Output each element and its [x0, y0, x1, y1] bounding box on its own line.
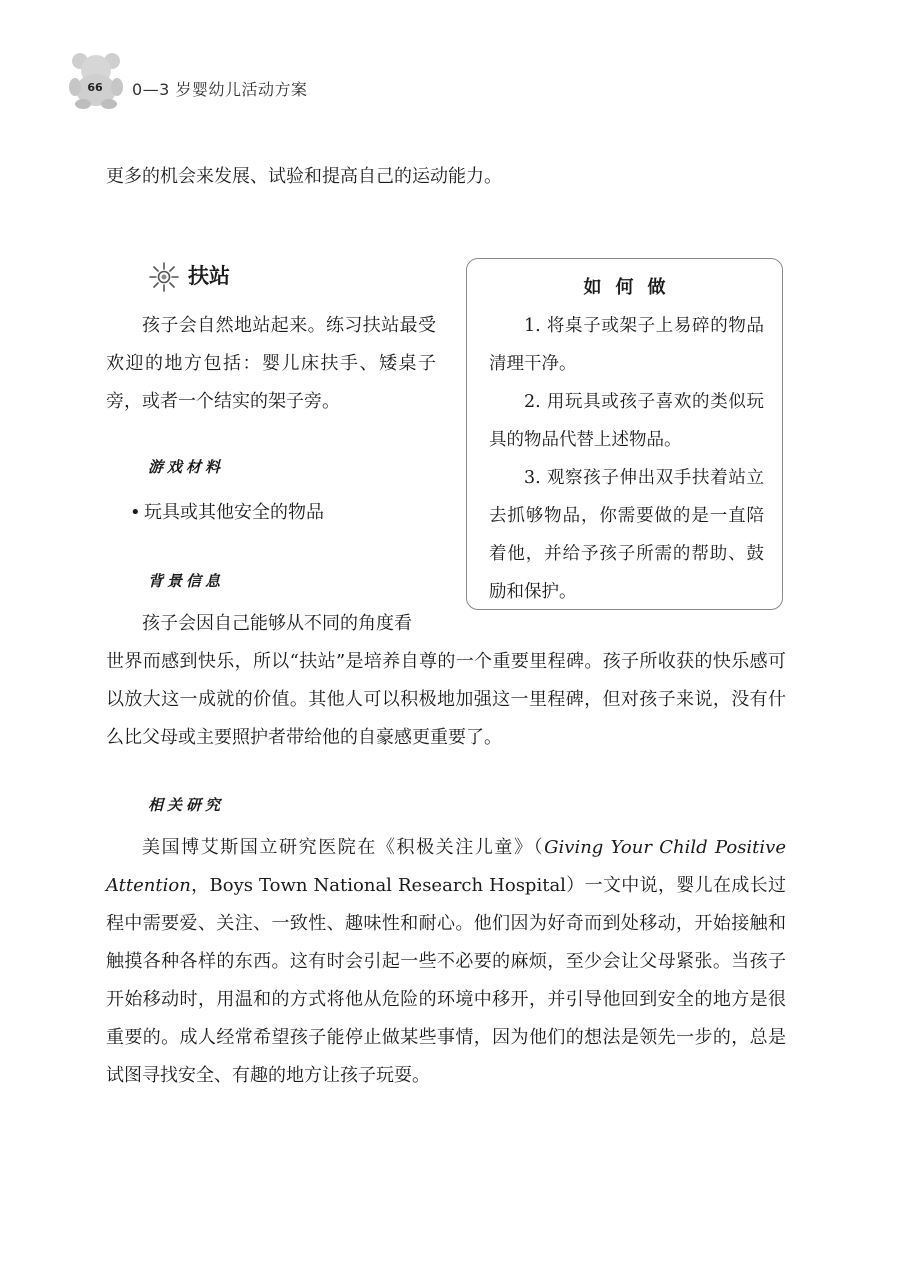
- how-to-step: 1. 将桌子或架子上易碎的物品清理干净。: [489, 316, 764, 374]
- background-text: 世界而感到快乐，所以“扶站”是培养自尊的一个重要里程碑。孩子所收获的快乐感可以放大这一成就的价值。其他人可以积极地加强这一里程碑，但对孩子来说，没有什么比父母或主要照护者带给他的自豪感更重要了。: [106, 651, 786, 748]
- how-to-step: 3. 观察孩子伸出双手扶着站立去抓够物品，你需要做的是一直陪着他，并给予孩子所需的帮助、鼓励和保护。: [489, 468, 764, 602]
- how-to-box: [466, 258, 783, 610]
- research-text-main: ，Boys Town National Research Hospital）一文中说，婴儿在成长过程中需要爱、关注、一致性、趣味性和耐心。他们因为好奇而到处移动，开始接触和触摸各种各样的东西。这有时会引起一些不必要的麻烦，至少会让父母紧张。当孩子开始移动时，用温和的方式将他从危险的环境中移开，并引导他回到安全的地方是很重要的。成人经常希望孩子能停止做某些事情，因为他们的想法是领先一步的，总是试图寻找安全、有趣的地方让孩子玩耍。: [106, 875, 786, 1086]
- materials-list-item: [130, 498, 324, 524]
- how-to-title: 如何做: [583, 277, 680, 298]
- background-heading: 背景信息: [148, 572, 225, 590]
- materials-heading: 游戏材料: [148, 458, 225, 476]
- research-title-en: Giving Your Child Positive Attention: [106, 837, 786, 896]
- how-to-steps: [489, 307, 764, 611]
- background-first-line: 孩子会因自己能够从不同的角度看: [142, 613, 412, 634]
- bullet-icon: •: [130, 502, 141, 523]
- sun-icon: [148, 261, 180, 293]
- activity-title-text: 扶站: [188, 264, 230, 288]
- research-text-before: 美国博艾斯国立研究医院在《积极关注儿童》（: [142, 837, 545, 858]
- page-header: [66, 50, 466, 110]
- material-text: 玩具或其他安全的物品: [144, 502, 324, 523]
- intro-line: 更多的机会来发展、试验和提高自己的运动能力。: [106, 166, 502, 187]
- research-paragraph: [106, 829, 786, 1095]
- running-title: 0—3 岁婴幼儿活动方案: [132, 80, 308, 99]
- research-heading: 相关研究: [148, 796, 225, 814]
- activity-description: 孩子会自然地站起来。练习扶站最受欢迎的地方包括：婴儿床扶手、矮桌子旁，或者一个结实的架子旁。: [106, 315, 436, 412]
- page-number: 66: [87, 81, 103, 94]
- teddy-bear-icon: [66, 50, 126, 110]
- how-to-step: 2. 用玩具或孩子喜欢的类似玩具的物品代替上述物品。: [489, 392, 764, 450]
